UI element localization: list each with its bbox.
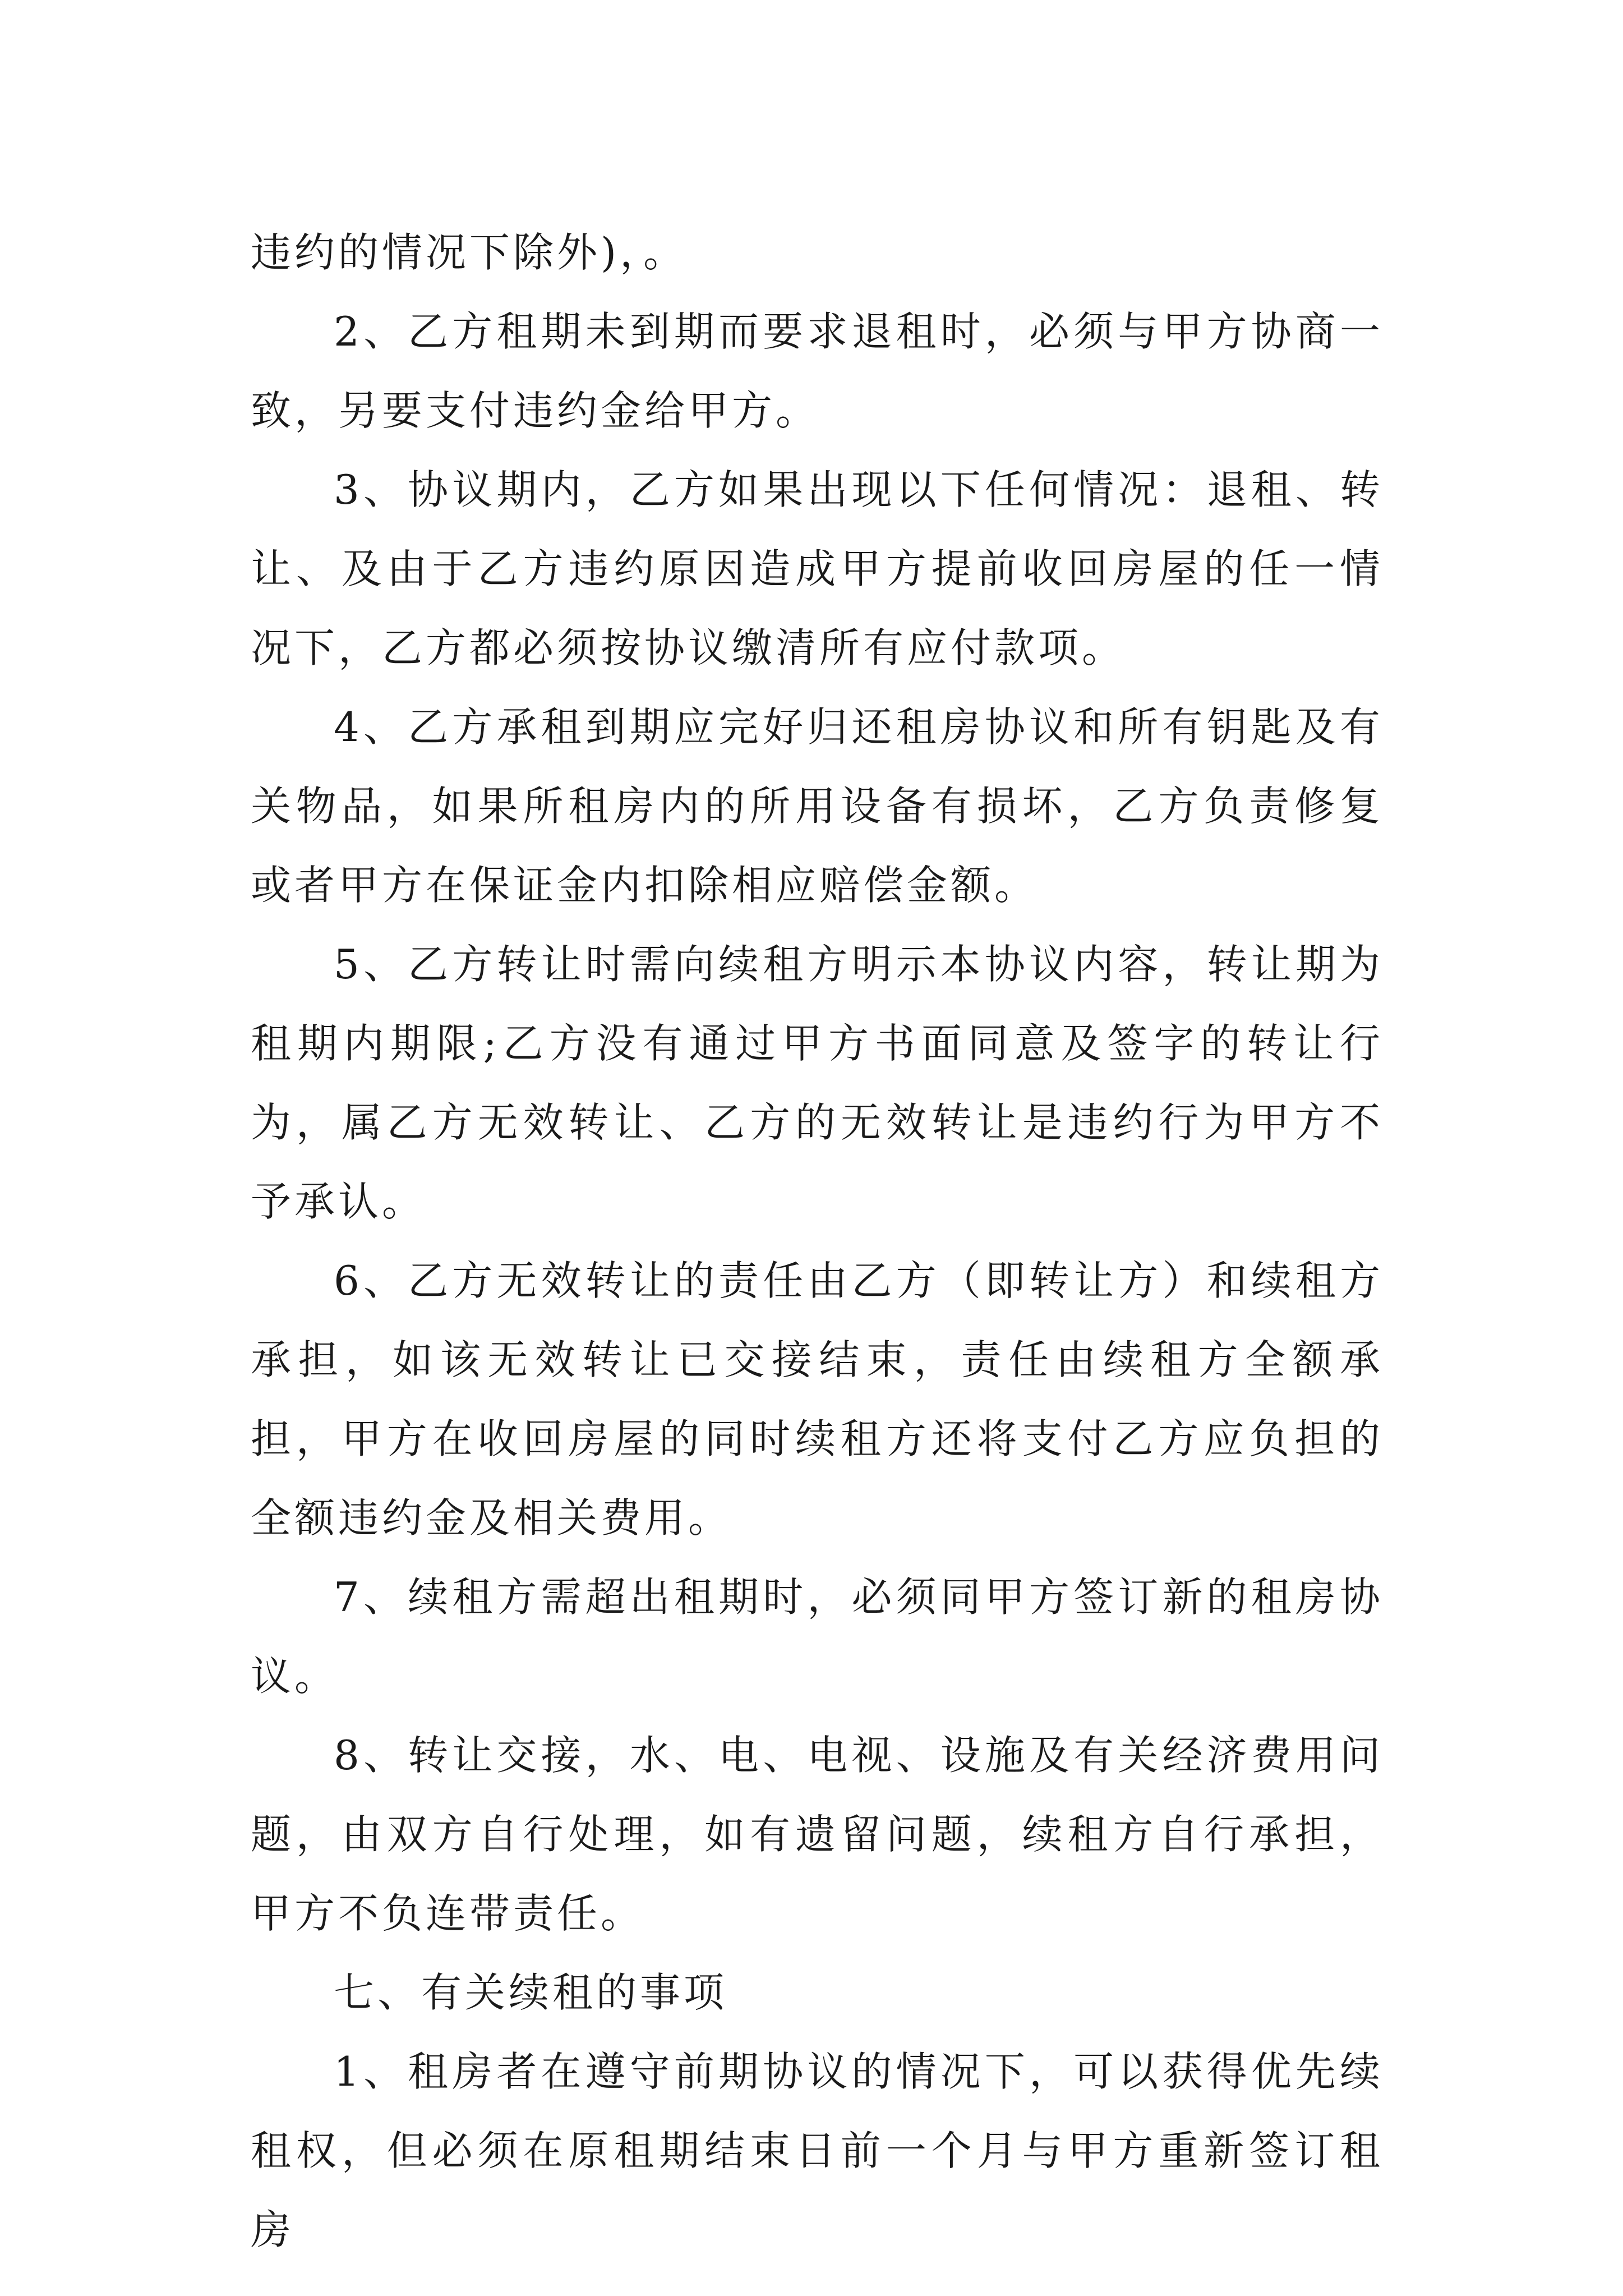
paragraph-clause-7: 7、续租方需超出租期时，必须同甲方签订新的租房协议。 (251, 1573, 1384, 1700)
paragraph-clause-3: 3、协议期内，乙方如果出现以下任何情况：退租、转让、及由于乙方违约原因造成甲方提前收回房屋的任一情况下，乙方都必须按协议缴清所有应付款项。 (251, 466, 1384, 671)
document-body (251, 213, 1384, 2270)
paragraph-clause-2: 2、乙方租期未到期而要求退租时，必须与甲方协商一致，另要支付违约金给甲方。 (251, 308, 1384, 434)
paragraph-renewal-clause-1: 1、租房者在遵守前期协议的情况下，可以获得优先续租权，但必须在原租期结束日前一个月与甲方重新签订租房 (251, 2048, 1384, 2253)
section-heading-renewal: 七、有关续租的事项 (334, 1969, 728, 2016)
paragraph-clause-6: 6、乙方无效转让的责任由乙方（即转让方）和续租方承担，如该无效转让已交接结束，责任由续租方全额承担，甲方在收回房屋的同时续租方还将支付乙方应负担的全额违约金及相关费用。 (251, 1257, 1384, 1542)
paragraph-clause-5: 5、乙方转让时需向续租方明示本协议内容，转让期为租期内期限;乙方没有通过甲方书面同意及签字的转让行为，属乙方无效转让、乙方的无效转让是违约行为甲方不予承认。 (251, 941, 1384, 1225)
paragraph-continuation: 违约的情况下除外)，。 (251, 229, 688, 276)
paragraph-clause-4: 4、乙方承租到期应完好归还租房协议和所有钥匙及有关物品，如果所租房内的所用设备有损坏，乙方负责修复或者甲方在保证金内扣除相应赔偿金额。 (251, 703, 1384, 909)
paragraph-clause-8: 8、转让交接，水、电、电视、设施及有关经济费用问题，由双方自行处理，如有遗留问题，续租方自行承担，甲方不负连带责任。 (251, 1732, 1384, 1937)
